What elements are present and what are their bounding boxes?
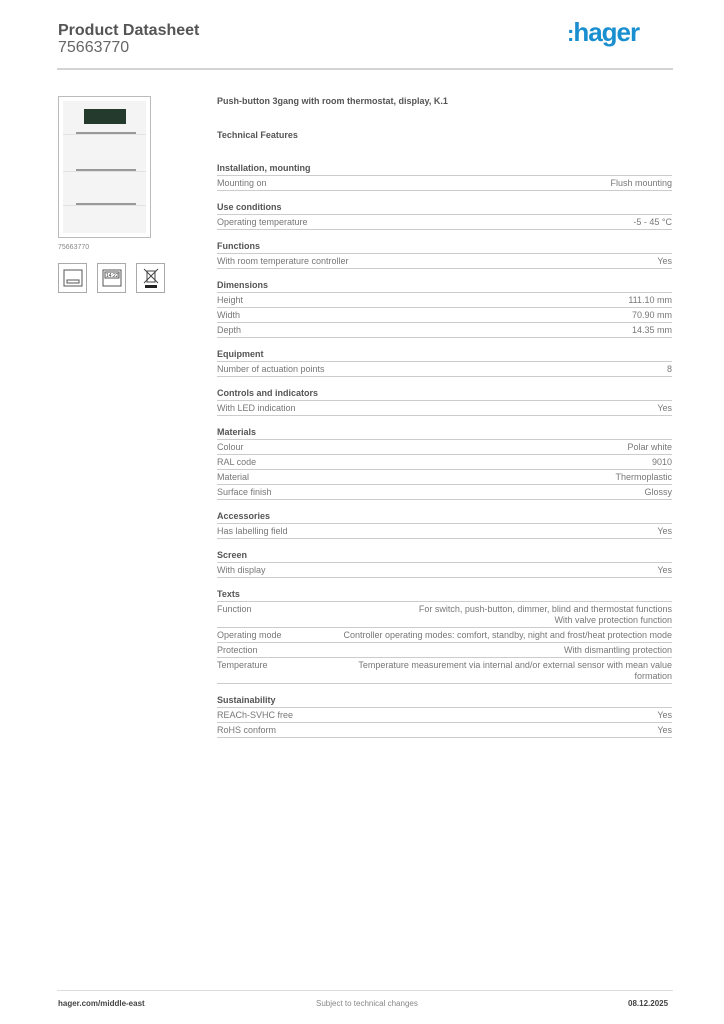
spec-value: 111.10 mm — [628, 295, 672, 305]
spec-label: Material — [217, 472, 250, 482]
spec-value: With dismantling protection — [563, 645, 672, 655]
spec-value: Yes — [657, 403, 672, 413]
section-title: Installation, mounting — [217, 161, 672, 176]
spec-label: Height — [217, 295, 244, 305]
spec-row — [217, 602, 672, 628]
spec-label: Operating mode — [217, 630, 282, 640]
spec-label: With display — [217, 565, 266, 575]
product-title: Push-button 3gang with room thermostat, display, K.1 — [217, 96, 448, 106]
spec-label: Mounting on — [217, 178, 267, 188]
svg-text:14:22: 14:22 — [105, 273, 119, 279]
product-number: 75663770 — [58, 39, 130, 56]
spec-value: Controller operating modes: comfort, standby, night and frost/heat protection mode — [343, 630, 672, 640]
spec-section — [217, 693, 672, 738]
spec-label: REACh-SVHC free — [217, 710, 294, 720]
spec-row — [217, 563, 672, 578]
spec-value: -5 - 45 °C — [633, 217, 672, 227]
spec-section — [217, 200, 672, 230]
spec-section — [217, 161, 672, 191]
spec-value: 14.35 mm — [631, 325, 672, 335]
spec-section — [217, 239, 672, 269]
section-title: Equipment — [217, 347, 672, 362]
spec-label: Protection — [217, 645, 258, 655]
header-divider — [57, 68, 673, 70]
spec-value: Temperature measurement via internal and/or external sensor with mean value formation — [358, 660, 672, 681]
spec-row — [217, 643, 672, 658]
spec-value: Polar white — [627, 442, 672, 452]
spec-row — [217, 723, 672, 738]
footer-date: 08.12.2025 — [628, 999, 669, 1008]
section-title: Sustainability — [217, 693, 672, 708]
spec-value: Glossy — [644, 487, 672, 497]
spec-label: With LED indication — [217, 403, 296, 413]
weee-bin-icon — [136, 263, 165, 293]
spec-value: Yes — [657, 710, 672, 720]
spec-label: RoHS conform — [217, 725, 277, 735]
hager-logo: :hager — [567, 17, 640, 47]
section-title: Screen — [217, 548, 672, 563]
section-title: Texts — [217, 587, 672, 602]
spec-label: Temperature — [217, 660, 268, 670]
spec-value: Yes — [657, 526, 672, 536]
spec-value: 8 — [666, 364, 672, 374]
spec-row — [217, 401, 672, 416]
spec-row — [217, 215, 672, 230]
spec-label: Colour — [217, 442, 244, 452]
spec-value: For switch, push-button, dimmer, blind and thermostat functions With valve protection function — [418, 604, 672, 625]
spec-row — [217, 176, 672, 191]
spec-row — [217, 628, 672, 643]
spec-row — [217, 708, 672, 723]
spec-row — [217, 658, 672, 684]
spec-section — [217, 386, 672, 416]
spec-section — [217, 347, 672, 377]
spec-value: Yes — [657, 725, 672, 735]
spec-value: Flush mounting — [610, 178, 672, 188]
spec-value: Yes — [657, 256, 672, 266]
section-title: Materials — [217, 425, 672, 440]
spec-label: Has labelling field — [217, 526, 288, 536]
section-title: Functions — [217, 239, 672, 254]
spec-label: Number of actuation points — [217, 364, 325, 374]
image-caption: 75663770 — [58, 244, 90, 251]
spec-value: 9010 — [651, 457, 672, 467]
spec-label: Depth — [217, 325, 242, 335]
spec-label: With room temperature controller — [217, 256, 349, 266]
display-icon — [97, 263, 126, 293]
spec-row — [217, 362, 672, 377]
spec-section — [217, 548, 672, 578]
technical-features-heading: Technical Features — [217, 130, 298, 140]
section-title: Use conditions — [217, 200, 672, 215]
spec-label: Function — [217, 604, 252, 614]
spec-label: Operating temperature — [217, 217, 308, 227]
section-title: Accessories — [217, 509, 672, 524]
spec-row — [217, 308, 672, 323]
footer-website-link[interactable]: hager.com/middle-east — [58, 999, 145, 1008]
spec-row — [217, 455, 672, 470]
spec-row — [217, 470, 672, 485]
spec-row — [217, 323, 672, 338]
page-title: Product Datasheet — [58, 22, 200, 39]
spec-section — [217, 278, 672, 338]
spec-row — [217, 524, 672, 539]
section-title: Dimensions — [217, 278, 672, 293]
footer-divider — [57, 990, 673, 991]
spec-row — [217, 440, 672, 455]
spec-row — [217, 254, 672, 269]
spec-label: Width — [217, 310, 241, 320]
spec-value: Yes — [657, 565, 672, 575]
device-icon — [58, 263, 87, 293]
spec-value: 70.90 mm — [631, 310, 672, 320]
spec-value: Thermoplastic — [615, 472, 672, 482]
spec-section — [217, 587, 672, 684]
spec-row — [217, 293, 672, 308]
spec-label: RAL code — [217, 457, 257, 467]
section-title: Controls and indicators — [217, 386, 672, 401]
footer-note: Subject to technical changes — [316, 999, 418, 1008]
spec-label: Surface finish — [217, 487, 272, 497]
spec-section — [217, 509, 672, 539]
spec-section — [217, 425, 672, 500]
product-image — [58, 96, 151, 238]
spec-row — [217, 485, 672, 500]
